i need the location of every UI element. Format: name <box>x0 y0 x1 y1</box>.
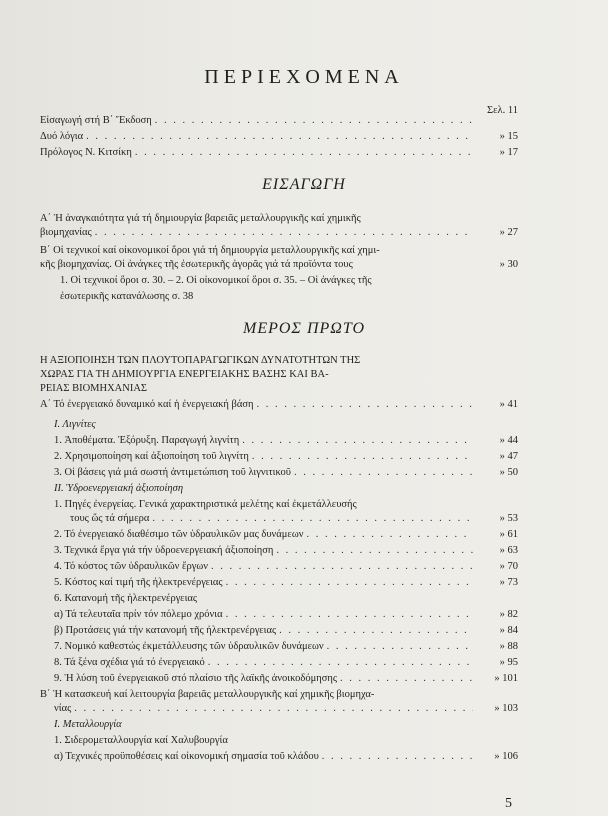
toc-entry: βιομηχανίας . . . » 27 <box>40 226 518 239</box>
toc-entry: 1. Ἀποθέματα. Ἐξόρυξη. Παραγωγή λιγνίτη . . . » 44 <box>54 434 518 447</box>
toc-entry: β) Προτάσεις γιά τήν κατανομή τῆς ἠλεκτρενέργειας . . . » 84 <box>54 624 518 637</box>
section-heading-part1: ΜΕΡΟΣ ΠΡΩΤΟ <box>243 320 365 337</box>
toc-entry: 3. Τεχνικά ἔργα γιά τήν ὑδροενεργειακή ἀξιοποίηση . . . » 63 <box>54 544 518 557</box>
toc-entry: τους ὥς τά σήμερα . . . » 53 <box>70 512 518 525</box>
page-label: Σελ. 11 <box>487 105 518 116</box>
toc-entry: 5. Κόστος καί τιμή τῆς ἠλεκτρενέργειας . . . » 73 <box>54 576 518 589</box>
toc-entry: 3. Οἱ βάσεις γιά μιά σωστή ἀντιμετώπιση τοῦ λιγνιτικοῦ . . . » 50 <box>54 466 518 479</box>
toc-entry-line: 1. Οἱ τεχνικοί ὅροι σ. 30. – 2. Οἱ οἰκονομικοί ὅροι σ. 35. – Οἱ ἀνάγκες τῆς <box>60 275 372 286</box>
toc-entry-line: 1. Πηγές ἐνεργείας. Γενικά χαρακτηριστικά μελέτης καί ἐκμετάλλευσής <box>54 499 357 510</box>
toc-entry: 2. Χρησιμοποίηση καί ἀξιοποίηση τοῦ λιγνίτη . . . » 47 <box>54 450 518 463</box>
page-number: 5 <box>505 796 512 811</box>
subsection-label: Ι. Μεταλλουργία <box>54 719 122 730</box>
toc-entry: α) Τεχνικές προϋποθέσεις καί οἰκονομική σημασία τοῦ κλάδου . . . » 106 <box>54 750 518 763</box>
toc-entry-line: ἐσωτερικῆς κατανάλωσης σ. 38 <box>60 291 194 302</box>
toc-entry-line: Β΄ Οἱ τεχνικοί καί οἰκονομικοί ὅροι γιά τή δημιουργία μεταλλουργικῆς καί χημι- <box>40 245 380 256</box>
toc-entry: Α΄ Τό ἐνεργειακό δυναμικό καί ἡ ἐνεργειακή βάση . . . » 41 <box>40 398 518 411</box>
page-title: ΠΕΡΙΕΧΟΜΕΝΑ <box>204 66 404 88</box>
toc-entry-line: 1. Σιδερομεταλλουργία καί Χαλυβουργία <box>54 735 228 746</box>
toc-entry-line: Α΄ Ἡ ἀναγκαιότητα γιά τή δημιουργία βαρειᾶς μεταλλουργικῆς καί χημικῆς <box>40 213 361 224</box>
part-caption-line: Η ΑΞΙΟΠΟΙΗΣΗ ΤΩΝ ΠΛΟΥΤΟΠΑΡΑΓΩΓΙΚΩΝ ΔΥΝΑΤΟΤΗΤΩΝ ΤΗΣ <box>40 355 361 366</box>
toc-entry: α) Τά τελευταῖα πρίν τόν πόλεμο χρόνια . . . » 82 <box>54 608 518 621</box>
toc-entry: 4. Τό κόστος τῶν ὑδραυλικῶν ἔργων . . . » 70 <box>54 560 518 573</box>
toc-entry: 9. Ἡ λύση τοῦ ἐνεργειακοῦ στό πλαίσιο τῆς λαϊκῆς ἀνοικοδόμησης . . . » 101 <box>54 672 518 685</box>
toc-entry: 7. Νομικό καθεστώς ἐκμετάλλευσης τῶν ὑδραυλικῶν δυνάμεων . . . » 88 <box>54 640 518 653</box>
toc-entry: Εἰσαγωγή στή Β΄ Ἔκδοση . . . <box>40 114 518 127</box>
section-heading-intro: ΕΙΣΑΓΩΓΗ <box>262 176 346 193</box>
subsection-label: ΙΙ. Ὑδροενεργειακή ἀξιοποίηση <box>54 483 184 494</box>
toc-entry-line: κῆς βιομηχανίας. Οἱ ἀνάγκες τῆς ἐσωτερικῆς ἀγορᾶς γιά τά προϊόντα τους » 30 <box>40 259 518 270</box>
toc-entry: 8. Τά ξένα σχέδια γιά τό ἐνεργειακό . . . » 95 <box>54 656 518 669</box>
subsection-label: Ι. Λιγνίτες <box>54 419 96 430</box>
toc-entry: Δυό λόγια . . . » 15 <box>40 130 518 143</box>
toc-entry: Πρόλογος Ν. Κιτσίκη . . . » 17 <box>40 146 518 159</box>
part-caption-line: ΧΩΡΑΣ ΓΙΑ ΤΗ ΔΗΜΙΟΥΡΓΙΑ ΕΝΕΡΓΕΙΑΚΗΣ ΒΑΣΗΣ ΚΑΙ ΒΑ- <box>40 369 329 380</box>
toc-entry-line: 6. Κατανομή τῆς ἠλεκτρενέργειας <box>54 593 198 604</box>
part-caption-line: ΡΕΙΑΣ ΒΙΟΜΗΧΑΝΙΑΣ <box>40 383 148 394</box>
toc-entry: νίας . . . » 103 <box>40 702 518 715</box>
toc-entry-line: Β΄ Ἡ κατασκευή καί λειτουργία βαρειᾶς μεταλλουργικῆς καί χημικῆς βιομηχα- <box>40 689 375 700</box>
toc-entry: 2. Τό ἐνεργειακό διαθέσιμο τῶν ὑδραυλικῶν μας δυνάμεων . . . » 61 <box>54 528 518 541</box>
